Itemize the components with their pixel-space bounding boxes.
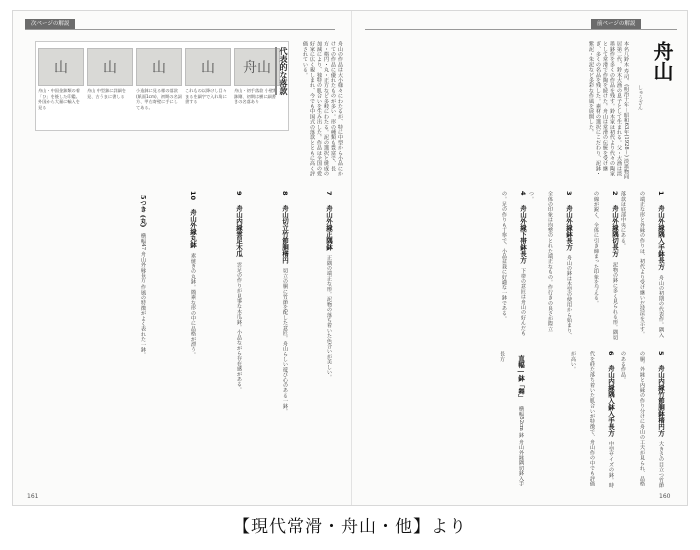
left-item-9 (213, 191, 249, 441)
item-title: 舟山外縁隅切長方 (611, 204, 619, 257)
item-text: 雲足の作りが見事な木瓜鉢。小品ながら存在感がある。 (236, 261, 242, 392)
note-text: 横幅52cm 鉢 舟山外縁隅切鉢入手長方 (499, 351, 524, 487)
item-title: 舟山切立竹節胴楕円 (281, 204, 289, 264)
seal-glyph-1: 舟山 (243, 60, 271, 76)
seal-caption-3: 小造鉢に見る様の落款 (紙面1cm)、初期の名詞方、甲右寄壁に手にしてある。 (136, 88, 182, 110)
item-title: 舟山外縁隅入手鉢長方 (657, 204, 665, 270)
right-note (491, 351, 531, 491)
item-number: 4 (519, 191, 527, 196)
left-item-10 (163, 191, 203, 441)
note-label: 直幅 | 鉢「舞」 (517, 355, 525, 401)
item-number: 3 (565, 191, 573, 196)
seal-glyph-2: 山 (201, 60, 215, 76)
right-item-3 (528, 191, 579, 341)
item-title: 舟山外縁鉢長方 (565, 204, 573, 251)
right-item-4 (495, 191, 533, 341)
item-number: 1 (657, 191, 665, 196)
right-item-6 (570, 351, 621, 491)
source-caption: 【現代常滑・舟山・他】より (233, 517, 467, 537)
item-text: 正隅の端正な形。泥物の落ち着いた色合いが美しい。 (326, 255, 332, 381)
item-text: 下帯の意匠は舟山の好んだもの。足の作りも丁寧で、小品盆栽に好適な一鉢である。 (501, 191, 526, 336)
seal-image-1 (234, 48, 280, 86)
right-header-tag: 前ページの解説 (591, 19, 641, 29)
left-item-8 (259, 191, 295, 441)
item-number: 6 (607, 351, 615, 356)
item-text: 中型サイズの鉢。時代を経た落ち着いた肌合いが特徴で、舟山作の中でも評価が高い。 (570, 351, 614, 489)
seal-glyph-4: 山 (103, 60, 117, 76)
seal-figure-box (35, 41, 289, 131)
item-text: 舟山の初期の代表作。隅入の端正な形と外縁の作りは、初代より受け継いだ技法を示す。落款は底部中央にある。 (620, 191, 664, 338)
figure-title: 代表的な落款 (275, 47, 290, 95)
right-intro-text: 本名八鈴木 寿司、(明治十年－昭和63年(1928〜) 淡墨物同居第二代、鈴木大漁の息子として生まれる。父・大漁は淡墨鉢作を多くの作品を残す。鈴木家は初代より代々の陶家として常滑で作陶を続けた。舟山は常滑の伝統を受け継ぎ、多くの名品を残した。素材の選択にこだわり、泥鉢・紫泥・朱泥など多彩な作風を展開した。 (588, 41, 629, 180)
seal-caption-2: これもの以降けし目々まるを細字で入れ角に書する (185, 88, 227, 105)
seal-caption-1: 舟山・初手落款 小壁類鉢剛、初期は横に細書きの名落あり (234, 88, 278, 105)
item-number: 5 (657, 351, 665, 356)
seal-image-5 (38, 48, 84, 86)
right-item-2 (587, 191, 625, 341)
extra-label: 5つき (丸) (139, 195, 147, 228)
left-body-text: 舟山の作品は大小様々にわたるが、特に中型から小品にかけての作品に優れたものが多い。形の種類も豊富で、長方・楕円・丸・正方など多岐にわたる。泥の選択と焼成の加減により、独特の肌合いを生み出した。作品は全国の愛好家に広く親しまれ、今でも中国式の落款とともに高く評価されている。 (302, 41, 343, 177)
item-title: 舟山外縁丸鉢 (189, 209, 197, 249)
left-page-number: 161 (27, 493, 39, 500)
seal-image-2 (185, 48, 231, 86)
item-number: 2 (611, 191, 619, 196)
seal-glyph-5: 山 (54, 60, 68, 76)
item-number: 9 (235, 191, 243, 196)
left-header-tag: 次ページの解説 (25, 19, 75, 29)
item-title: 舟山内縁竹節胴鉢楕円方 (657, 364, 665, 437)
potter-title: 舟山 (650, 41, 674, 81)
item-title: 舟山外縁下帯鉢長方 (519, 204, 527, 264)
left-extra-note (113, 191, 153, 441)
seal-image-4 (87, 48, 133, 86)
right-item-5 (620, 351, 671, 491)
book-spread (12, 10, 688, 506)
item-text: 舟山の鉢は木型の使用から始まり、全体の印象は均整のとれた端正なもの。作行きの良さが際立つ。 (528, 191, 572, 339)
item-text: 素焼きの丸鉢。簡素な形の中に品格が漂う。 (190, 253, 196, 358)
item-title: 舟山内縁隅入鉢入手長方 (607, 364, 615, 437)
item-number: 8 (281, 191, 289, 196)
item-title: 舟山内縁雲足木瓜 (235, 204, 243, 257)
potter-reading: しゅうざん (637, 85, 643, 110)
seal-image-3 (136, 48, 182, 86)
seal-caption-5: 舟山・中国金鉢類の着「ひ」を後した印鑑。外国から大量に輸入を見る (38, 88, 80, 110)
right-item-1 (620, 191, 671, 341)
right-top-rule (365, 29, 677, 30)
extra-text: 横幅47 舟山外縁長方 作風の特徴がよく表れた一鉢。 (140, 232, 146, 357)
left-top-rule (25, 29, 335, 30)
item-text: 大きさの目立つ竹節の胴。外縁と内縁の作り分けに舟山の工夫が見られ、品格のある作品。 (620, 351, 664, 489)
page-gutter (351, 11, 352, 505)
item-number: 7 (325, 191, 333, 196)
left-item-7 (303, 191, 339, 441)
seal-glyph-3: 山 (152, 60, 166, 76)
right-page-number: 160 (659, 493, 671, 500)
seal-caption-4: 舟山 中型鉢に詳細を見、古うまに書しる (87, 88, 127, 99)
item-text: 泥物の鉢に多く見られる形。隅切の線が鋭く、全体に引き締まった印象を与える。 (593, 191, 618, 340)
item-text: 切立の胴に竹節を配した意匠。舟山らしい遊び心のある一鉢。 (282, 268, 288, 414)
item-number: 10 (189, 191, 197, 201)
item-title: 舟山外縁正隅鉢 (325, 204, 333, 251)
